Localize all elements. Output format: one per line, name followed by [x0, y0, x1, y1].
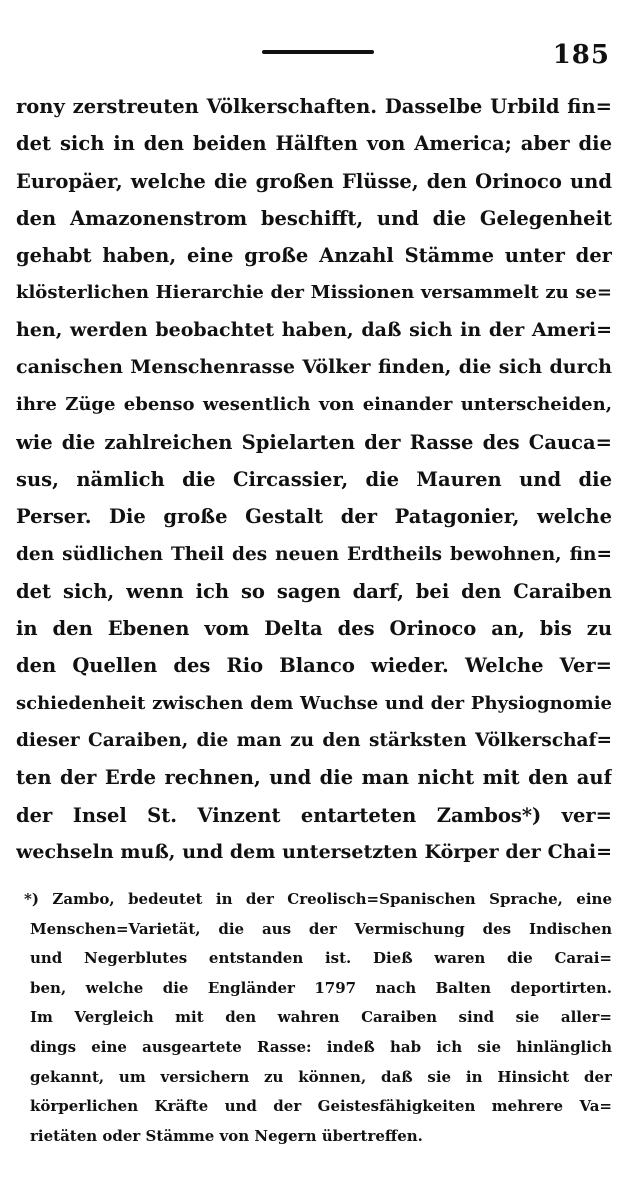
- body-line: den Quellen des Rio Blanco wieder. Welche Ver=: [16, 654, 612, 678]
- body-line: rony zerstreuten Völkerschaften. Dasselbe Urbild fin=: [16, 95, 612, 118]
- body-line: Europäer, welche die großen Flüsse, den Orinoco und: [16, 169, 612, 193]
- body-line: det sich, wenn ich so sagen darf, bei den Caraiben: [16, 579, 612, 603]
- body-text: [16, 88, 612, 871]
- page-number: 185: [552, 40, 610, 70]
- body-line: dieser Caraiben, die man zu den stärksten Völkerschaf=: [16, 730, 612, 752]
- body-line: wechseln muß, und dem untersetzten Körper der Chai=: [16, 840, 612, 863]
- footnote-line: körperlichen Kräfte und der Geistesfähigkeiten mehrere Va=: [30, 1097, 612, 1116]
- footnote-line: Menschen=Varietät, die aus der Vermischung des Indischen: [30, 919, 612, 938]
- body-line: canischen Menschenrasse Völker finden, die sich durch: [16, 356, 612, 379]
- body-line: den Amazonenstrom beschifft, und die Gelegenheit: [16, 206, 612, 230]
- footnote-line: rietäten oder Stämme von Negern übertreffen.: [30, 1126, 423, 1145]
- body-line: ihre Züge ebenso wesentlich von einander unterscheiden,: [16, 394, 612, 416]
- footnote: [24, 885, 612, 1151]
- body-line: Perser. Die große Gestalt der Patagonier, welche: [16, 505, 612, 529]
- body-line: klösterlichen Hierarchie der Missionen versammelt zu se=: [16, 282, 612, 304]
- body-line: ten der Erde rechnen, und die man nicht mit den auf: [16, 766, 612, 790]
- body-line: in den Ebenen vom Delta des Orinoco an, bis zu: [16, 617, 612, 641]
- body-line: schiedenheit zwischen dem Wuchse und der Physiognomie: [16, 692, 612, 714]
- footnote-line: *) Zambo, bedeutet in der Creolisch=Spanischen Sprache, eine: [24, 890, 612, 908]
- footnote-line: ben, welche die Engländer 1797 nach Balten deportirten.: [30, 978, 612, 997]
- footnote-line: dings eine ausgeartete Rasse: indeß hab ich sie hinlänglich: [30, 1037, 612, 1056]
- body-line: det sich in den beiden Hälften von America; aber die: [16, 132, 612, 156]
- footnote-line: und Negerblutes entstanden ist. Dieß waren die Carai=: [30, 949, 612, 968]
- body-line: den südlichen Theil des neuen Erdtheils bewohnen, fin=: [16, 543, 612, 565]
- body-line: wie die zahlreichen Spielarten der Rasse des Cauca=: [16, 430, 612, 454]
- body-line: sus, nämlich die Circassier, die Mauren und die: [16, 467, 612, 491]
- footnote-line: gekannt, um versichern zu können, daß sie in Hinsicht der: [30, 1067, 612, 1086]
- body-line: gehabt haben, eine große Anzahl Stämme unter der: [16, 244, 612, 268]
- footnote-line: Im Vergleich mit den wahren Caraiben sind sie aller=: [30, 1008, 612, 1027]
- body-line: hen, werden beobachtet haben, daß sich in der Ameri=: [16, 318, 612, 341]
- header-rule: [262, 50, 374, 54]
- body-line: der Insel St. Vinzent entarteten Zambos*) ver=: [16, 803, 612, 827]
